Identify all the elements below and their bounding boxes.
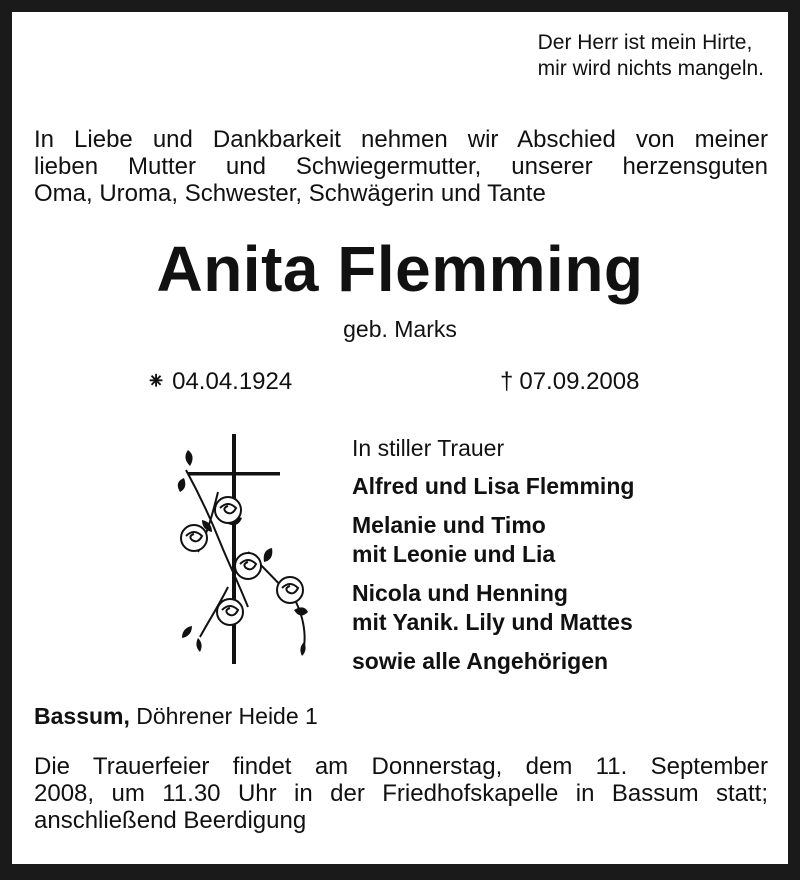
mourner-group <box>352 579 772 637</box>
bible-verse <box>538 30 764 82</box>
obituary-card <box>12 12 788 864</box>
bible-verse-line-1: Der Herr ist mein Hirte, <box>537 31 753 54</box>
mourners-list <box>352 434 772 686</box>
intro-text <box>34 126 768 207</box>
address-city: Bassum, <box>34 703 130 729</box>
intro-line-2: lieben Mutter und Schwiegermutter, unserer herzensguten <box>34 153 768 180</box>
deceased-name: Anita Flemming <box>156 233 644 305</box>
mourner-group <box>352 647 772 676</box>
address-line <box>34 702 318 730</box>
mourner-line: sowie alle Angehörigen <box>352 648 609 674</box>
mourner-line: mit Leonie und Lia <box>352 541 556 567</box>
birth-date-line <box>146 368 292 396</box>
birth-date: 04.04.1924 <box>172 368 293 395</box>
cross-with-roses-icon <box>168 432 318 667</box>
mourning-heading: In stiller Trauer <box>352 435 505 461</box>
mourner-line: Alfred und Lisa Flemming <box>352 473 635 499</box>
mourner-line: mit Yanik. Lily und Mattes <box>352 609 633 635</box>
death-date-line <box>500 368 639 396</box>
birth-name: geb. Marks <box>343 316 457 342</box>
mourner-line: Melanie und Timo <box>352 512 546 538</box>
intro-line-3: Oma, Uroma, Schwester, Schwägerin und Tante <box>34 180 546 207</box>
address-street: Döhrener Heide 1 <box>136 703 318 729</box>
service-line-1: Die Trauerfeier findet am Donnerstag, dem 11. September <box>34 753 768 780</box>
birth-star-icon: ⁕ <box>146 368 167 395</box>
mourner-group <box>352 511 772 569</box>
death-date: 07.09.2008 <box>519 368 640 395</box>
funeral-service-text <box>34 753 768 834</box>
intro-line-1: In Liebe und Dankbarkeit nehmen wir Abschied von meiner <box>34 126 768 153</box>
mourner-group <box>352 472 772 501</box>
mourner-line: Nicola und Henning <box>352 580 568 606</box>
service-line-2: 2008, um 11.30 Uhr in der Friedhofskapelle in Bassum statt; <box>34 780 768 807</box>
death-cross-icon: † <box>500 368 514 395</box>
service-line-3: anschließend Beerdigung <box>34 807 307 834</box>
bible-verse-line-2: mir wird nichts mangeln. <box>537 57 764 80</box>
